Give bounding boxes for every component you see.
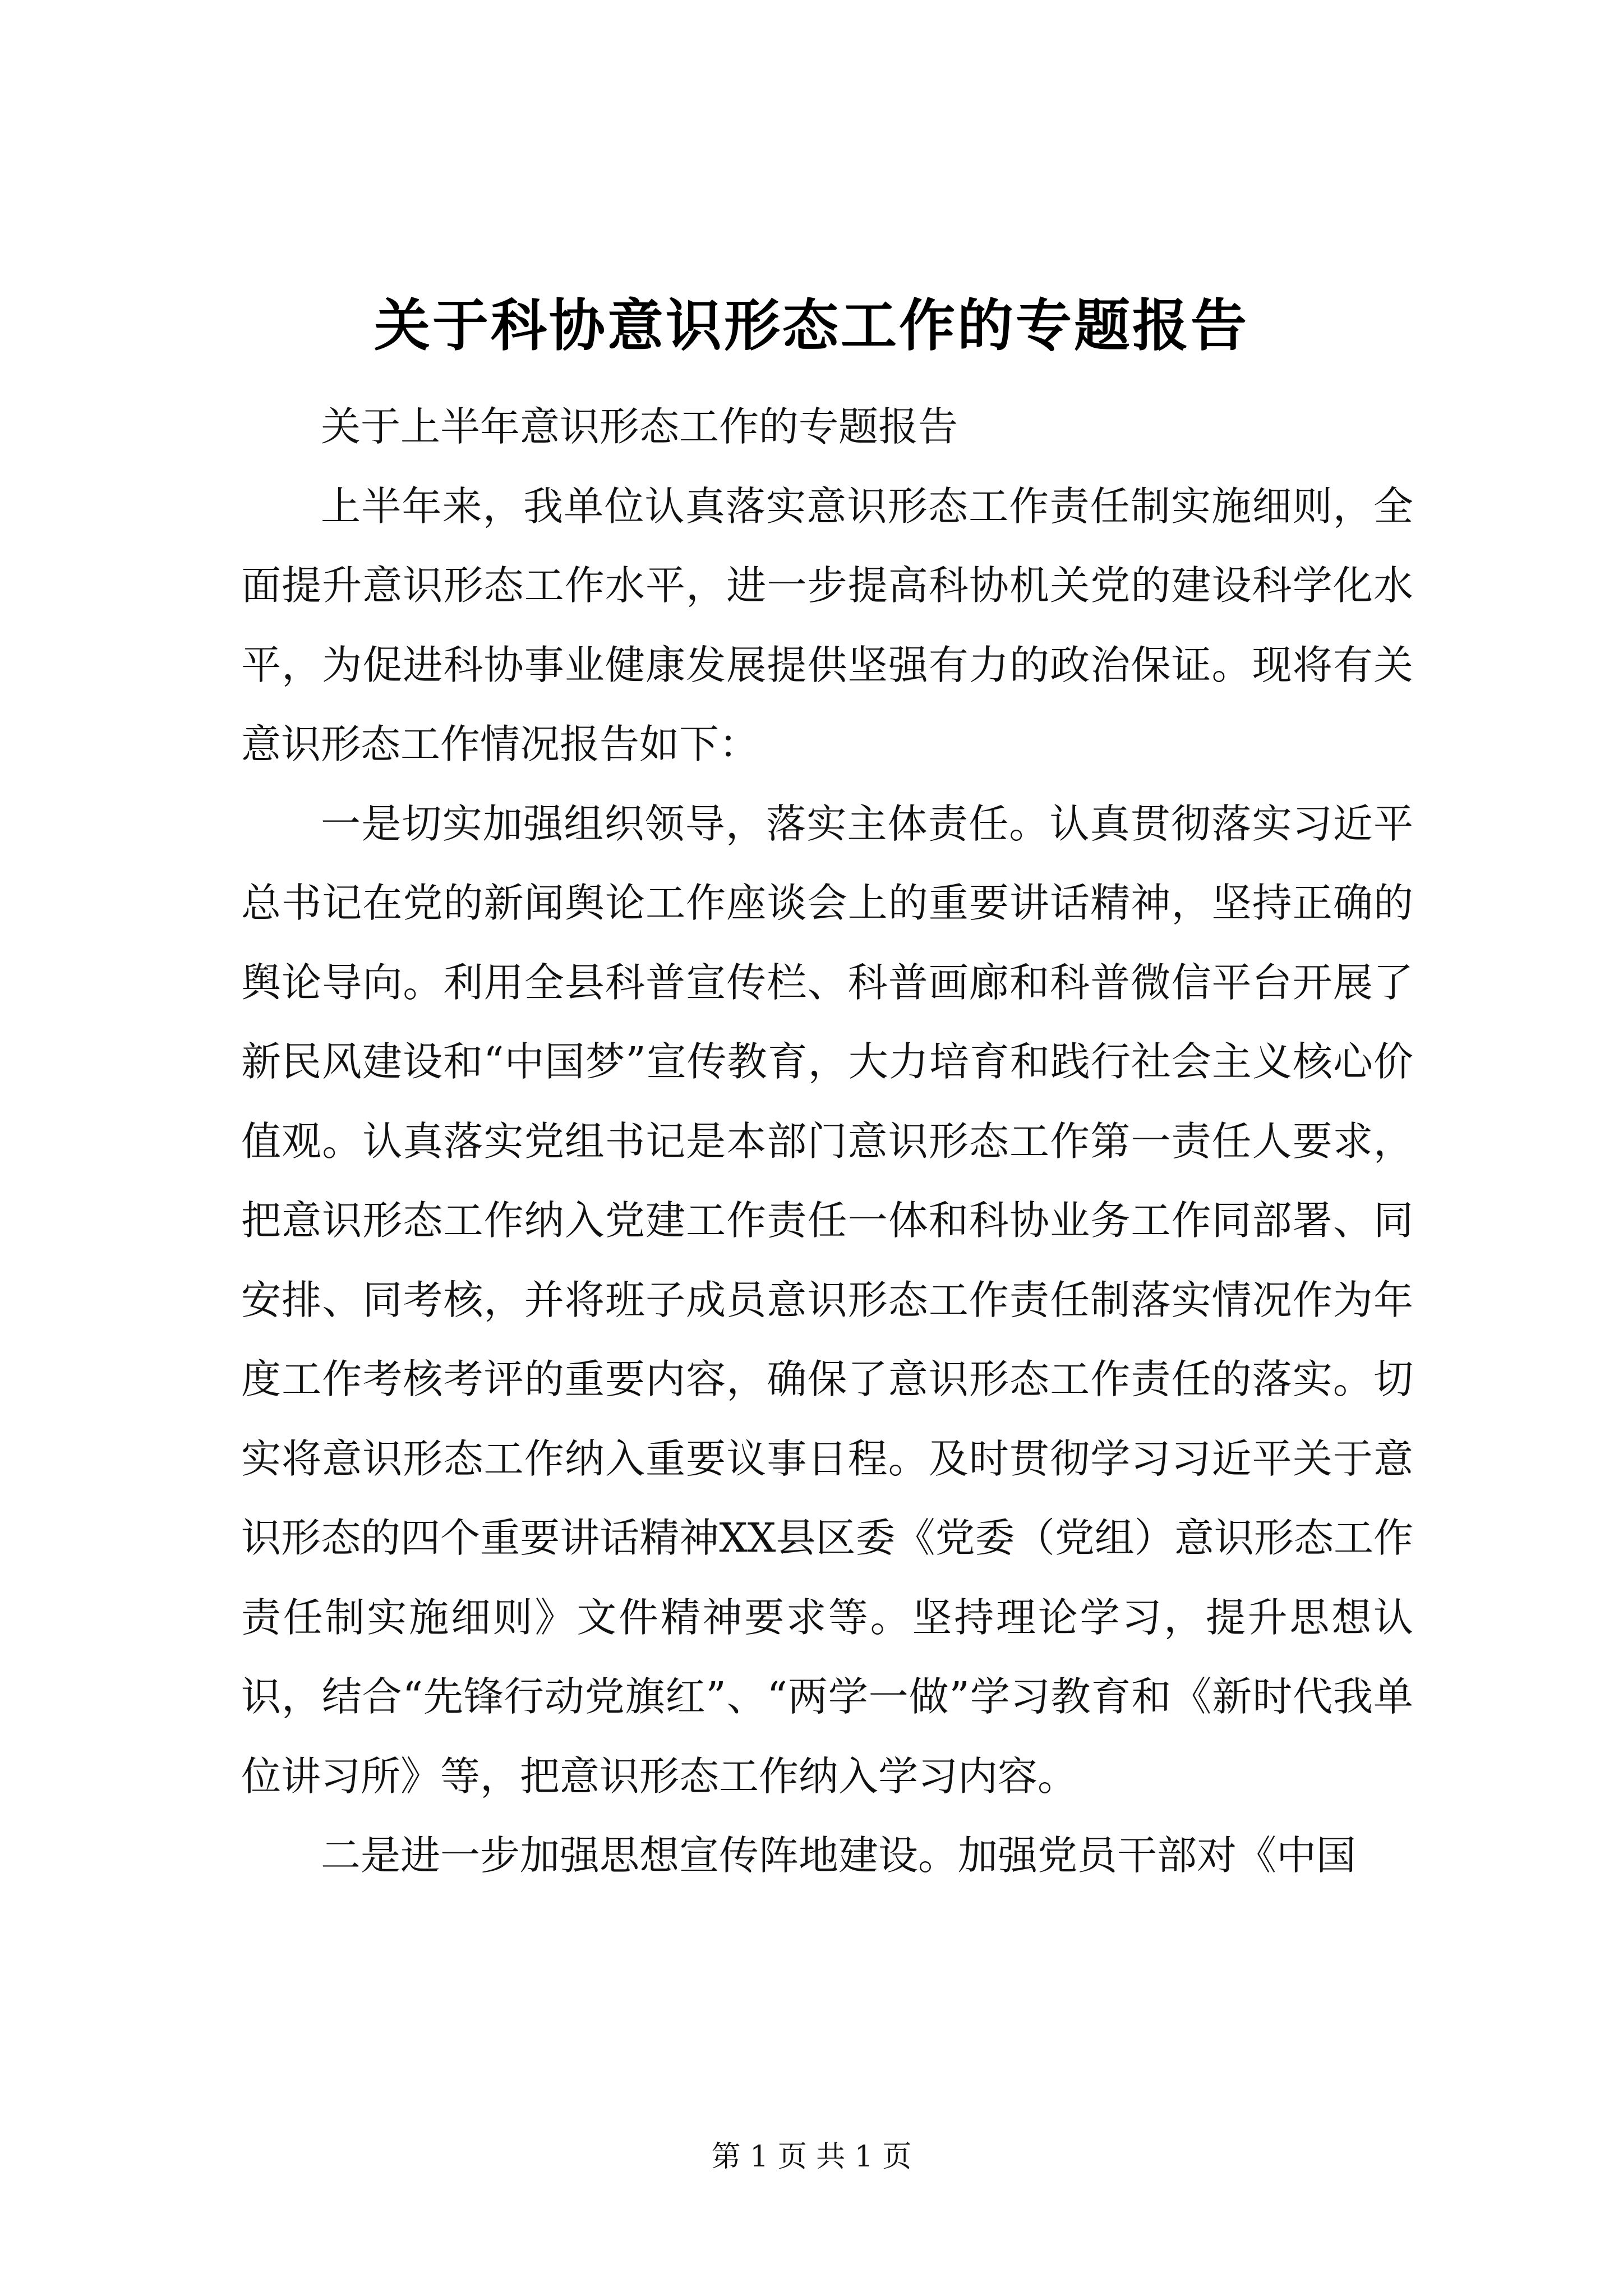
paragraph-intro: 上半年来，我单位认真落实意识形态工作责任制实施细则，全面提升意识形态工作水平，进一步提高科协机关党的建设科学化水平，为促进科协事业健康发展提供坚强有力的政治保证。现将有关意识形态工作情况报告如下： [241, 482, 1413, 767]
document-body [241, 387, 1413, 1895]
paragraph-point-two: 二是进一步加强思想宣传阵地建设。加强党员干部对《中国 [321, 1832, 1357, 1879]
paragraph-subtitle: 关于上半年意识形态工作的专题报告 [321, 403, 958, 450]
document-title: 关于科协意识形态工作的专题报告 [374, 292, 1249, 358]
paragraph-point-one: 一是切实加强组织领导，落实主体责任。认真贯彻落实习近平总书记在党的新闻舆论工作座谈会上的重要讲话精神，坚持正确的舆论导向。利用全县科普宣传栏、科普画廊和科普微信平台开展了新民风建设和“中国梦”宣传教育，大力培育和践行社会主义核心价值观。认真落实党组书记是本部门意识形态工作第一责任人要求，把意识形态工作纳入党建工作责任一体和科协业务工作同部署、同安排、同考核，并将班子成员意识形态工作责任制落实情况作为年度工作考核考评的重要内容，确保了意识形态工作责任的落实。切实将意识形态工作纳入重要议事日程。及时贯彻学习习近平关于意识形态的四个重要讲话精神XX县区委《党委（党组）意识形态工作责任制实施细则》文件精神要求等。坚持理论学习，提升思想认识，结合“先锋行动党旗红”、“两学一做”学习教育和《新时代我单位讲习所》等，把意识形态工作纳入学习内容。 [241, 800, 1413, 1800]
page-footer: 第 1 页 共 1 页 [711, 2140, 912, 2174]
